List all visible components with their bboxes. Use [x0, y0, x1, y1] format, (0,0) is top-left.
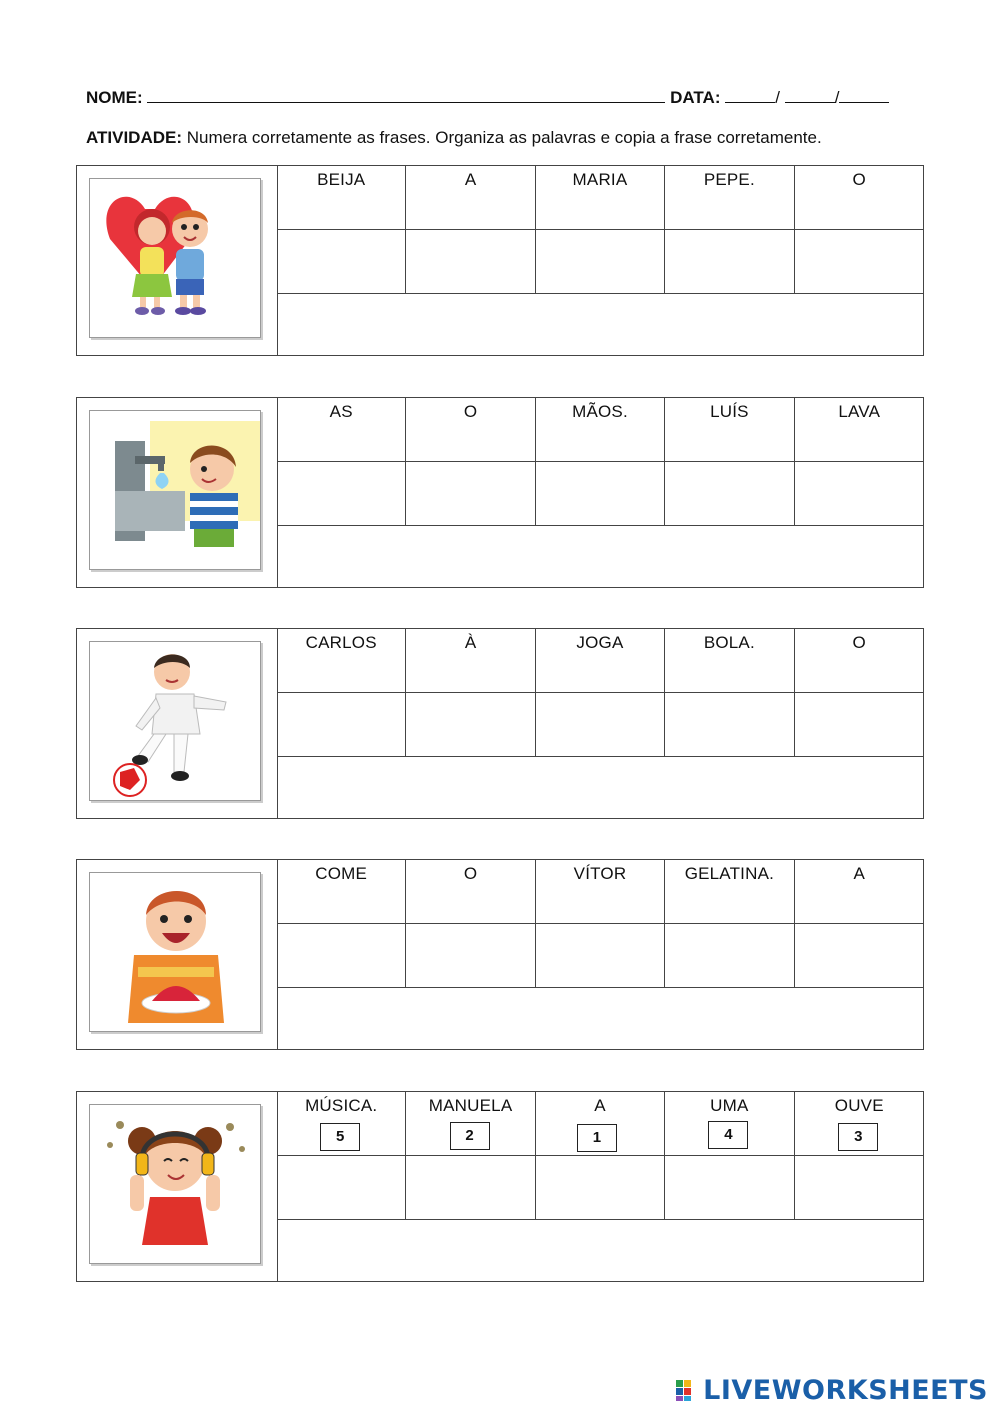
order-number-box[interactable]: 1 — [577, 1124, 617, 1152]
ordered-word-field[interactable] — [406, 230, 535, 293]
word-label: MÃOS. — [572, 402, 628, 421]
boy-eating-gelatin-picture — [89, 872, 261, 1032]
ordered-word-field[interactable] — [795, 693, 924, 756]
word-grid — [277, 1092, 923, 1281]
word-label: LAVA — [838, 402, 881, 421]
word-label: CARLOS — [305, 633, 377, 652]
word-row — [277, 1092, 923, 1156]
word-cell — [277, 398, 406, 461]
word-cell — [795, 398, 924, 461]
ordered-word-field[interactable] — [277, 462, 406, 525]
word-label: JOGA — [576, 633, 624, 652]
sentence-answer-row — [277, 757, 923, 818]
ordered-word-field[interactable] — [406, 693, 535, 756]
word-label: A — [464, 170, 477, 189]
activity-instruction — [86, 128, 822, 148]
ordered-word-field[interactable] — [665, 924, 794, 987]
word-cell — [406, 1092, 535, 1155]
name-label: NOME: — [86, 88, 143, 107]
word-label: MANUELA — [428, 1096, 513, 1115]
liveworksheets-mark-icon — [676, 1378, 700, 1402]
ordered-word-field[interactable] — [277, 230, 406, 293]
word-label: UMA — [710, 1096, 749, 1115]
word-cell — [536, 398, 665, 461]
ordered-word-field[interactable] — [406, 924, 535, 987]
word-cell — [277, 860, 406, 923]
word-row — [277, 166, 923, 230]
liveworksheets-logo — [676, 1374, 988, 1406]
activity-label: ATIVIDADE: — [86, 128, 183, 147]
word-cell — [665, 1092, 794, 1155]
sentence-answer-row — [277, 988, 923, 1049]
ordered-word-field[interactable] — [795, 924, 924, 987]
kissing-children-picture — [89, 178, 261, 338]
word-cell — [665, 860, 794, 923]
sentence-answer-field[interactable] — [277, 1220, 923, 1281]
word-cell — [536, 860, 665, 923]
word-grid — [277, 629, 923, 818]
word-label: MARIA — [572, 170, 628, 189]
word-cell — [665, 629, 794, 692]
ordered-word-field[interactable] — [665, 230, 794, 293]
word-label: MÚSICA. — [305, 1096, 378, 1115]
sentence-answer-field[interactable] — [277, 526, 923, 587]
word-cell — [665, 166, 794, 229]
brand-name: LIVEWORKSHEETS — [703, 1374, 988, 1406]
sentence-answer-row — [277, 294, 923, 355]
ordered-words-row — [277, 230, 923, 294]
word-cell — [795, 629, 924, 692]
date-month-field[interactable] — [785, 88, 835, 103]
word-cell — [536, 166, 665, 229]
word-row — [277, 629, 923, 693]
word-label: A — [594, 1096, 606, 1115]
ordered-word-field[interactable] — [665, 1156, 794, 1219]
order-number-box[interactable]: 3 — [838, 1123, 878, 1151]
ordered-word-field[interactable] — [536, 924, 665, 987]
ordered-word-field[interactable] — [406, 462, 535, 525]
ordered-word-field[interactable] — [536, 462, 665, 525]
exercise-1 — [76, 165, 924, 356]
picture-cell — [77, 629, 278, 818]
sentence-answer-row — [277, 526, 923, 587]
ordered-word-field[interactable] — [536, 693, 665, 756]
ordered-word-field[interactable] — [536, 230, 665, 293]
word-cell — [277, 166, 406, 229]
order-number-box[interactable]: 2 — [450, 1122, 490, 1150]
word-label: O — [463, 864, 478, 883]
word-label: LUÍS — [710, 402, 749, 421]
word-cell — [277, 1092, 406, 1155]
ordered-word-field[interactable] — [277, 693, 406, 756]
word-cell — [795, 860, 924, 923]
exercise-2 — [76, 397, 924, 588]
word-cell — [536, 1092, 665, 1155]
word-label: OUVE — [834, 1096, 884, 1115]
picture-cell — [77, 398, 278, 587]
word-label: GELATINA. — [684, 864, 775, 883]
ordered-word-field[interactable] — [406, 1156, 535, 1219]
word-label: BEIJA — [317, 170, 366, 189]
exercise-4 — [76, 859, 924, 1050]
sentence-answer-row — [277, 1220, 923, 1281]
ordered-word-field[interactable] — [665, 693, 794, 756]
date-day-field[interactable] — [725, 88, 775, 103]
word-grid — [277, 166, 923, 355]
ordered-words-row — [277, 693, 923, 757]
exercise-5 — [76, 1091, 924, 1282]
word-label: A — [853, 864, 866, 883]
word-row — [277, 398, 923, 462]
word-label: PEPE. — [703, 170, 755, 189]
activity-text: Numera corretamente as frases. Organiza as palavras e copia a frase corretamente. — [186, 128, 822, 147]
word-cell — [406, 860, 535, 923]
ordered-words-row — [277, 924, 923, 988]
word-cell — [795, 166, 924, 229]
sentence-answer-field[interactable] — [277, 294, 923, 355]
word-cell — [406, 166, 535, 229]
word-label: AS — [329, 402, 353, 421]
order-number-box[interactable]: 4 — [708, 1121, 748, 1149]
word-cell — [406, 398, 535, 461]
word-cell — [277, 629, 406, 692]
word-cell — [536, 629, 665, 692]
name-field[interactable] — [147, 88, 665, 103]
ordered-word-field[interactable] — [536, 1156, 665, 1219]
picture-cell — [77, 1092, 278, 1281]
sentence-answer-field[interactable] — [277, 757, 923, 818]
ordered-word-field[interactable] — [795, 230, 924, 293]
ordered-word-field[interactable] — [277, 924, 406, 987]
sentence-answer-field[interactable] — [277, 988, 923, 1049]
name-date-line — [86, 88, 889, 108]
picture-cell — [77, 860, 278, 1049]
date-year-field[interactable] — [839, 88, 889, 103]
word-cell — [406, 629, 535, 692]
girl-listening-music-picture — [89, 1104, 261, 1264]
date-separator: / — [775, 88, 780, 107]
word-row — [277, 860, 923, 924]
date-separator: / — [834, 88, 840, 107]
ordered-words-row — [277, 1156, 923, 1220]
picture-cell — [77, 166, 278, 355]
ordered-word-field[interactable] — [795, 1156, 924, 1219]
word-label: À — [464, 633, 477, 652]
date-label: DATA: — [670, 88, 721, 107]
word-grid — [277, 398, 923, 587]
ordered-words-row — [277, 462, 923, 526]
word-label: O — [463, 402, 478, 421]
order-number-box[interactable]: 5 — [320, 1123, 360, 1151]
boy-kicking-ball-picture — [89, 641, 261, 801]
exercise-3 — [76, 628, 924, 819]
boy-washing-hands-picture — [89, 410, 261, 570]
word-label: O — [852, 170, 866, 189]
word-label: BOLA. — [703, 633, 755, 652]
word-grid — [277, 860, 923, 1049]
word-cell — [665, 398, 794, 461]
word-label: COME — [315, 864, 368, 883]
word-label: VÍTOR — [573, 864, 627, 883]
ordered-word-field[interactable] — [665, 462, 794, 525]
ordered-word-field[interactable] — [277, 1156, 406, 1219]
word-label: O — [852, 633, 866, 652]
word-cell — [795, 1092, 924, 1155]
ordered-word-field[interactable] — [795, 462, 924, 525]
